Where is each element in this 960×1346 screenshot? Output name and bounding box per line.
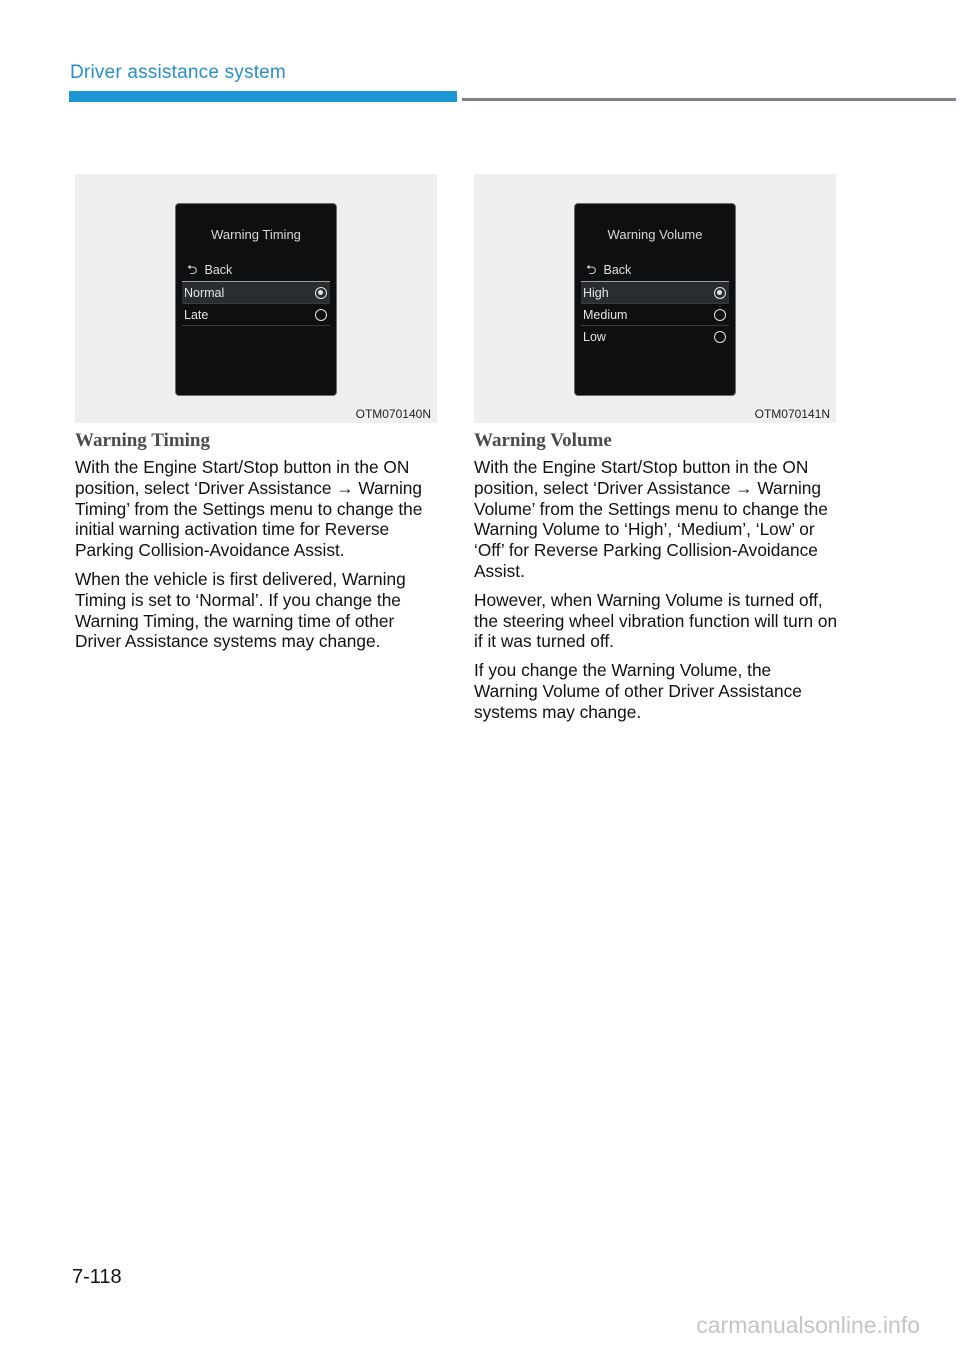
back-arrow-icon: ⮌ xyxy=(586,262,597,277)
radio-unselected-icon xyxy=(315,309,327,321)
header-rule xyxy=(462,98,956,101)
back-button xyxy=(187,261,232,283)
back-label: Back xyxy=(603,263,632,277)
page-number: 7-118 xyxy=(72,1266,122,1288)
option-label: Medium xyxy=(583,308,628,322)
figure-code: OTM070141N xyxy=(754,407,830,421)
option-label: Late xyxy=(184,308,209,322)
back-arrow-icon: ⮌ xyxy=(187,262,198,277)
option-label: High xyxy=(583,286,609,300)
paragraph: With the Engine Start/Stop button in the ON position, select ‘Driver Assistance → Warning Volume’ from the Settings menu to change the Warning Volume to ‘High’, ‘Medium’, ‘Low’ or ‘Off’ for Reverse Parking Collision-Avoidance Assist. xyxy=(474,457,828,581)
section-heading: Warning Volume xyxy=(474,430,612,451)
cluster-display xyxy=(574,203,736,396)
radio-selected-icon xyxy=(315,287,327,299)
back-button xyxy=(586,261,631,283)
option-high xyxy=(581,282,729,304)
figure-warning-timing xyxy=(75,174,437,423)
figure-code: OTM070140N xyxy=(355,407,431,421)
option-normal xyxy=(182,282,330,304)
option-medium xyxy=(581,304,729,326)
screen-title: Warning Timing xyxy=(211,227,301,242)
paragraph: When the vehicle is first delivered, Warning Timing is set to ‘Normal’. If you change the Warning Timing, the warning time of other Driver Assistance systems may change. xyxy=(75,568,406,652)
section-warning-timing xyxy=(75,430,440,660)
paragraph: However, when Warning Volume is turned off, the steering wheel vibration function will turn on if it was turned off. xyxy=(474,589,838,652)
paragraph: If you change the Warning Volume, the Warning Volume of other Driver Assistance systems may change. xyxy=(474,660,802,722)
section-title: Driver assistance system xyxy=(70,62,286,83)
paragraph: With the Engine Start/Stop button in the ON position, select ‘Driver Assistance → Warning Timing’ from the Settings menu to change the initial warning activation time for Reverse Parking Collision-Avoidance Assist. xyxy=(75,457,423,561)
radio-unselected-icon xyxy=(714,309,726,321)
option-label: Normal xyxy=(184,286,225,300)
radio-unselected-icon xyxy=(714,331,726,343)
section-warning-volume xyxy=(474,430,839,731)
header-accent-bar xyxy=(69,91,457,102)
watermark: carmanualsonline.info xyxy=(696,1312,920,1338)
section-heading: Warning Timing xyxy=(75,430,210,451)
figure-warning-volume xyxy=(474,174,836,423)
option-late xyxy=(182,304,330,326)
radio-selected-icon xyxy=(714,287,726,299)
option-label: Low xyxy=(583,330,606,344)
back-label: Back xyxy=(204,263,233,277)
option-low xyxy=(581,326,729,348)
cluster-display xyxy=(175,203,337,396)
screen-title: Warning Volume xyxy=(607,227,703,242)
